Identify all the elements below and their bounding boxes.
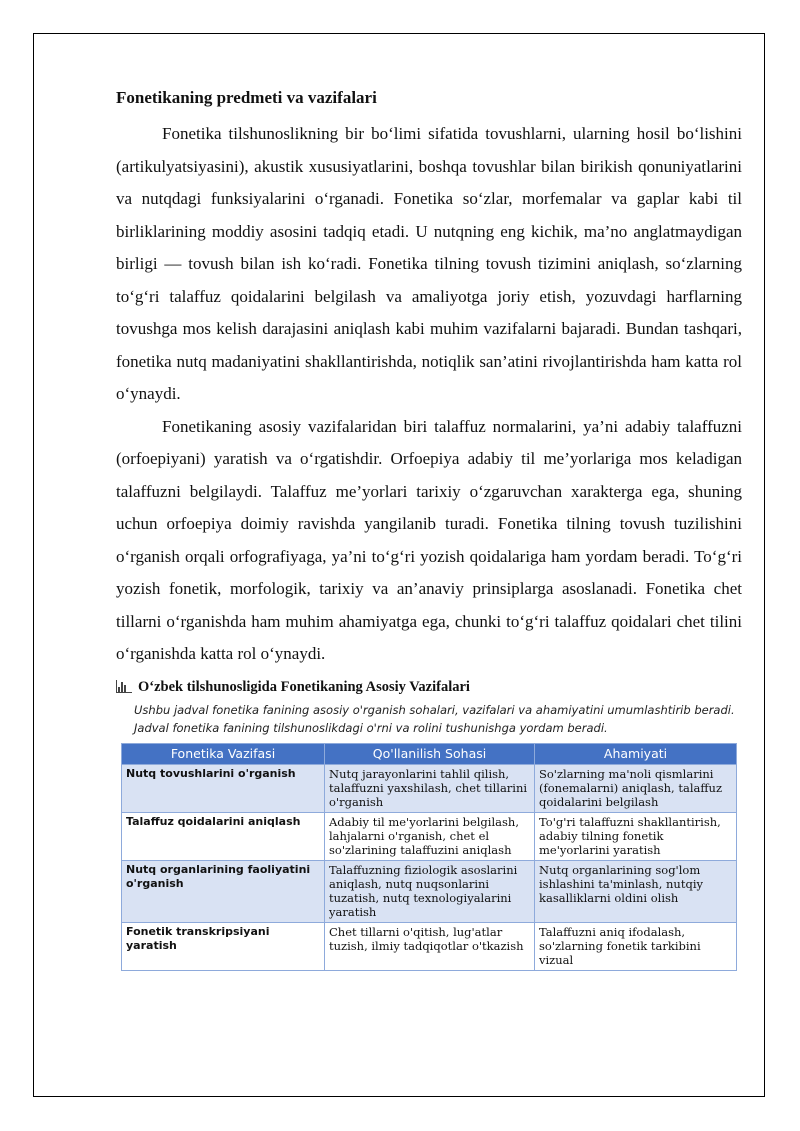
- page-frame: [33, 33, 765, 1097]
- column-header: Fonetika Vazifasi: [122, 743, 325, 764]
- table-cell: Nutq organlarining sog'lom ishlashini ta'minlash, nutqiy kasalliklarni oldini olish: [535, 860, 737, 922]
- table-heading: [116, 677, 742, 697]
- column-header: Ahamiyati: [535, 743, 737, 764]
- paragraph-2: Fonetikaning asosiy vazifalaridan biri talaffuz normalarini, ya’ni adabiy talaffuzni (orfoepiyani) yaratish va o‘rgatishdir. Orfoepiya adabiy til me’yorlariga mos keladigan talaffuzni belgilaydi. Talaffuz me’yorlari tarixiy o‘zgaruvchan xarakterga ega, shuning uchun orfoepiya doimiy ravishda yangilanib turadi. Fonetika tilning tovush tuzilishini o‘rganish orqali orfografiyaga, ya’ni to‘g‘ri yozish qoidalariga ham yordam beradi. To‘g‘ri yozish fonetik, morfologik, tarixiy va an’anaviy prinsiplarga asoslanadi. Fonetika chet tillarni o‘rganishda ham muhim ahamiyatga ega, chunki to‘g‘ri talaffuz qoidalari chet tilini o‘rganishda katta rol o‘ynaydi.: [116, 416, 742, 663]
- table-cell: Talaffuz qoidalarini aniqlash: [122, 812, 325, 860]
- table-cell: So'zlarning ma'noli qismlarini (fonemalarni) aniqlash, talaffuz qoidalarini belgilash: [535, 764, 737, 812]
- table-caption: Ushbu jadval fonetika fanining asosiy o'rganish sohalari, vazifalari va ahamiyatini umumlashtirib beradi. Jadval fonetika fanining tilshunoslikdagi o'rni va rolini tushunishga yordam beradi.: [134, 702, 735, 735]
- table-row: [122, 860, 737, 922]
- section-title: Fonetikaning predmeti va vazifalari: [116, 88, 377, 107]
- table-header-row: [122, 743, 737, 764]
- table-row: [122, 812, 737, 860]
- table-heading-text: O‘zbek tilshunosligida Fonetikaning Asosiy Vazifalari: [138, 678, 470, 695]
- table-row: [122, 764, 737, 812]
- page-content: [116, 88, 742, 971]
- table-cell: Talaffuzni aniq ifodalash, so'zlarning fonetik tarkibini vizual: [535, 922, 737, 970]
- table-cell: Adabiy til me'yorlarini belgilash, lahjalarni o'rganish, chet el so'zlarining talaffuzini aniqlash: [325, 812, 535, 860]
- paragraph-1: Fonetika tilshunoslikning bir bo‘limi sifatida tovushlarni, ularning hosil bo‘lishini (artikulyatsiyasini), akustik xususiyatlarini, boshqa tovushlar bilan birikish qonuniyatlarini va nutqdagi funksiyalarini o‘rganadi. Fonetika so‘zlar, morfemalar va gaplar kabi til birliklarining moddiy asosini tadqiq etadi. U nutqning eng kichik, ma’no anglatmaydigan birligi — tovush bilan ish ko‘radi. Fonetika tilning tovush tizimini aniqlash, so‘zlarning to‘g‘ri talaffuz qoidalarini belgilash va amaliyotga joriy etish, yozuvdagi harflarning tovushga mos kelish darajasini aniqlash kabi muhim vazifalarni bajaradi. Bundan tashqari, fonetika nutq madaniyatini shakllantirishda, notiqlik san’atini rivojlantirishda ham katta rol o‘ynaydi.: [116, 124, 742, 403]
- table-cell: Nutq jarayonlarini tahlil qilish, talaffuzni yaxshilash, chet tillarini o'rganish: [325, 764, 535, 812]
- table-cell: Fonetik transkripsiyani yaratish: [122, 922, 325, 970]
- bar-chart-icon: [116, 680, 132, 693]
- table-row: [122, 922, 737, 970]
- table-cell: Nutq tovushlarini o'rganish: [122, 764, 325, 812]
- table-cell: To'g'ri talaffuzni shakllantirish, adabiy tilning fonetik me'yorlarini yaratish: [535, 812, 737, 860]
- table-cell: Talaffuzning fiziologik asoslarini aniqlash, nutq nuqsonlarini tuzatish, nutq texnologiyalarini yaratish: [325, 860, 535, 922]
- table-cell: Nutq organlarining faoliyatini o'rganish: [122, 860, 325, 922]
- column-header: Qo'llanilish Sohasi: [325, 743, 535, 764]
- table-cell: Chet tillarni o'qitish, lug'atlar tuzish, ilmiy tadqiqotlar o'tkazish: [325, 922, 535, 970]
- functions-table: [121, 743, 737, 971]
